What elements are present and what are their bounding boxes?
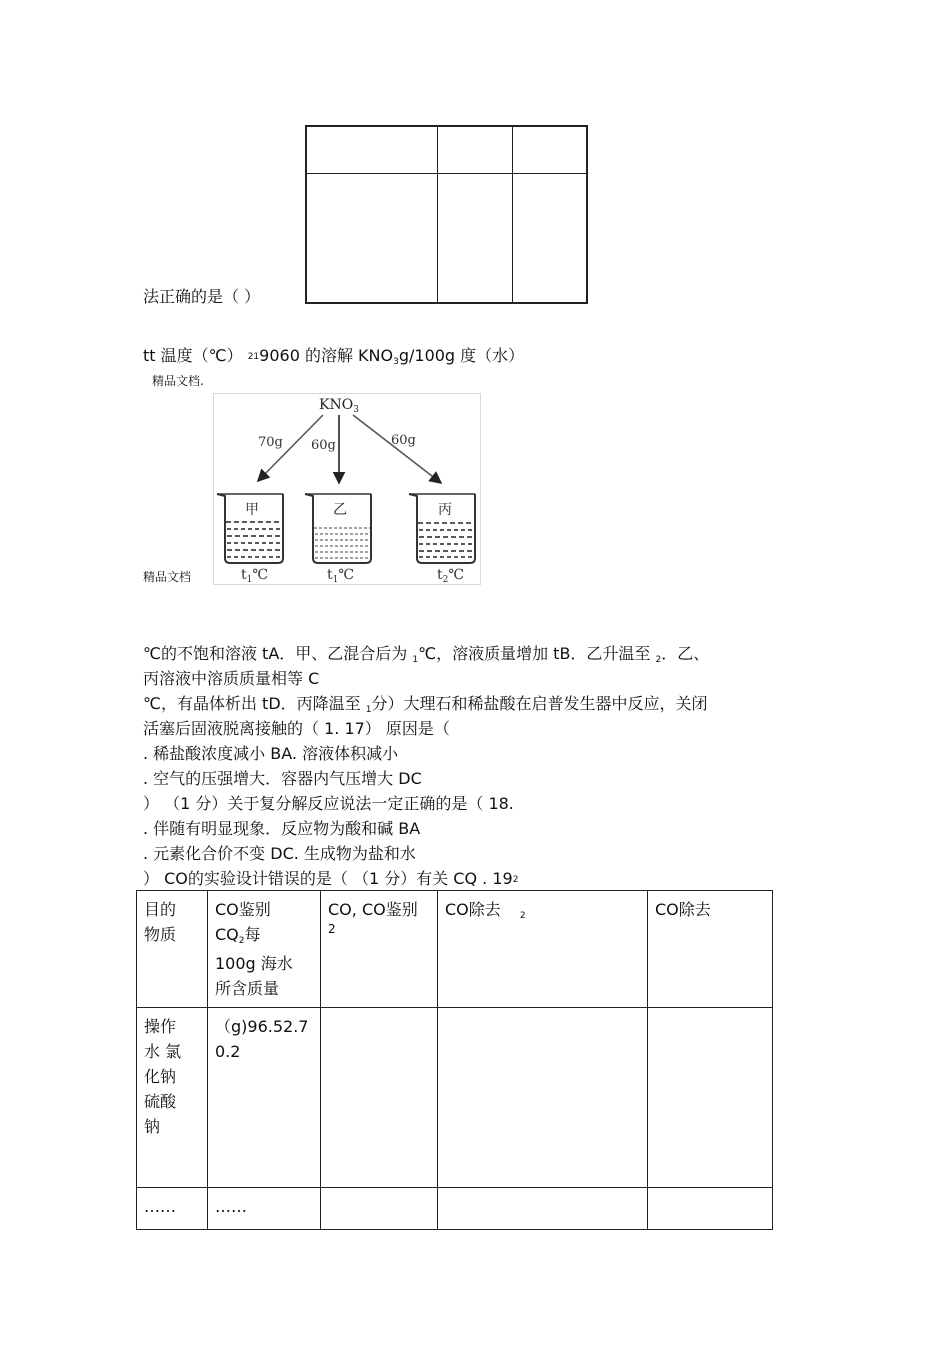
text-line: ） CO的实验设计错误的是（ （1 分）有关 CQ . 192 [143,869,519,888]
table-cell: （g)96.52.7 0.2 [208,1008,321,1188]
beaker-label-yi: 乙 [333,502,347,518]
top-table [305,125,588,304]
experiment-table [136,890,773,1230]
table-cell [438,1188,648,1230]
text-line: 丙溶液中溶质质量相等 C [143,669,320,688]
table-cell: 目的 物质 [137,891,208,1008]
table-row [137,891,773,1008]
subscript: 3 [393,357,399,367]
mass-label-yi: 60g [311,438,336,453]
beaker-yi [305,494,371,563]
table-cell: …… [137,1188,208,1230]
table-cell [321,1188,438,1230]
mass-label-bing: 60g [391,433,416,448]
kno3-beaker-diagram [213,393,481,585]
table-row [137,1188,773,1230]
temp-label-yi: $t_1℃$ [327,567,355,585]
temp-label-bing: $t_2℃$ [437,567,465,585]
table-cell [438,1008,648,1188]
beaker-label-bing: 丙 [438,502,452,518]
text-line: ℃的不饱和溶液 tA．甲、乙混合后为 1℃，溶液质量增加 tB．乙升温至 2．乙、 [143,644,710,665]
temperature-line [143,346,524,369]
top-table-col-divider [512,127,513,302]
table-cell [648,1008,773,1188]
table-cell: CO, CO鉴别 2 [321,891,438,1008]
kno3-subscript: 3 [353,405,359,415]
table-cell: CO除去 [648,891,773,1008]
table-cell: CO鉴别 CQ2每 100g 海水 所含质量 [208,891,321,1008]
table-cell: 操作 水 氯 化钠 硫酸 钠 [137,1008,208,1188]
table-cell: …… [208,1188,321,1230]
text: 9060 的溶解 KNO [259,346,394,365]
text-line: 活塞后固液脱离接触的（ 1. 17） 原因是（ [143,719,450,738]
table-cell: CO除去 2 [438,891,648,1008]
kno3-label: KNO [319,397,354,413]
superscript: 21 [247,352,260,362]
text-line: . 伴随有明显现象．反应物为酸和碱 BA [143,819,421,838]
text-line: . 元素化合价不变 DC. 生成物为盐和水 [143,844,416,863]
table-cell [648,1188,773,1230]
top-table-col-divider [437,127,438,302]
text: tt 温度（℃） [143,346,243,365]
table-row [137,1008,773,1188]
watermark: 精品文档. [152,374,204,388]
question-prompt: 法正确的是（ ） [143,287,261,306]
text-line: . 空气的压强增大．容器内气压增大 DC [143,769,422,788]
arrow-to-bing [353,415,441,483]
text: g/100g 度（水） [398,346,525,365]
beaker-jia [217,494,283,563]
mass-label-jia: 70g [258,435,283,450]
beaker-bing [409,494,475,563]
text-line: . 稀盐酸浓度减小 BA. 溶液体积减小 [143,744,399,763]
text-line: ） （1 分）关于复分解反应说法一定正确的是（ 18. [143,794,514,813]
top-table-row-divider [307,173,586,174]
svg-text:KNO3 [319,397,359,415]
beaker-label-jia: 甲 [245,502,259,518]
table-cell [321,1008,438,1188]
watermark: 精品文档 [143,570,192,584]
temp-label-jia: $t_1℃$ [241,567,269,585]
text-line: ℃，有晶体析出 tD．丙降温至 1分）大理石和稀盐酸在启普发生器中反应，关闭 [143,694,708,715]
